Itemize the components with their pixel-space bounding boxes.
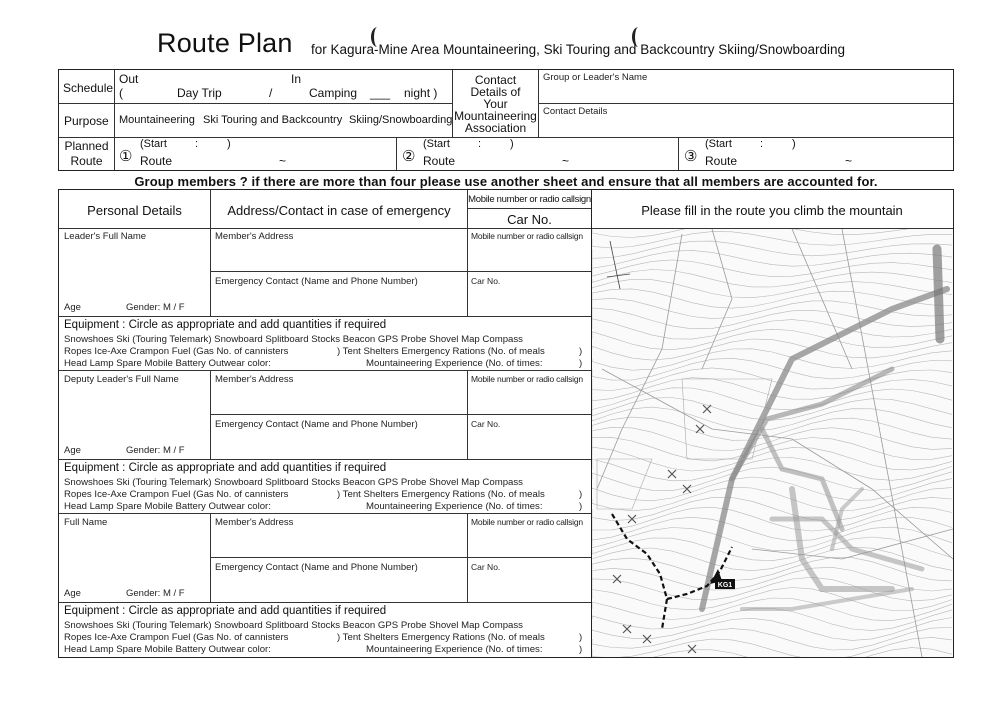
group-name-field[interactable]: Group or Leader's Name (543, 72, 648, 83)
route-map-panel (591, 189, 954, 658)
full-name-field[interactable]: Full Name (64, 517, 108, 528)
equipment-line1: Snowshoes Ski (Touring Telemark) Snowboard Splitboard Stocks Beacon GPS Probe Shovel Map Compass (64, 477, 523, 488)
option-day-trip[interactable]: Day Trip (177, 86, 222, 100)
col-personal-details: Personal Details (87, 203, 182, 218)
col-car-no: Car No. (507, 212, 552, 227)
page-subtitle: for Kagura-Mine Area Mountaineering, Ski Touring and Backcountry Skiing/Snowboarding (311, 42, 846, 57)
age-field[interactable]: Age (64, 302, 81, 313)
gender-field[interactable]: Gender: M / F (126, 302, 185, 313)
equipment-line2c: ) (579, 346, 583, 357)
equipment-line2c: ) (579, 632, 583, 643)
equipment-heading: Equipment : Circle as appropriate and add quantities if required (64, 462, 387, 474)
equipment-line3a: Head Lamp Spare Mobile Battery Outwear color: (64, 501, 271, 512)
purpose-mountaineering[interactable]: Mountaineering (119, 114, 195, 126)
equipment-line2a: Ropes Ice-Axe Crampon Fuel (Gas No. of cannisters (64, 632, 289, 643)
equipment-line3a: Head Lamp Spare Mobile Battery Outwear color: (64, 644, 271, 655)
schedule-label: Schedule (63, 81, 114, 95)
equipment-line2b: ) Tent Shelters Emergency Rations (No. of meals (337, 346, 545, 357)
member-entry-2 (59, 371, 591, 514)
punch-hole-mark (371, 27, 384, 47)
topographic-map[interactable] (592, 229, 953, 657)
page-title: Route Plan (157, 28, 293, 58)
purpose-label: Purpose (64, 114, 109, 128)
equipment-heading: Equipment : Circle as appropriate and add quantities if required (64, 605, 387, 617)
association-label: Contact Details of Your Mountaineering Association (454, 73, 537, 135)
trip-info-table: Schedule Out In ( Day Trip / Camping ___ night ) Purpose Mountaineering Ski Touring and Backcountry Skiing/Snowboarding Contact Details of Your Mountaineering Association Group or Leader's Name Contact Details Planned Route ① (Start : ) Route ~ ② (Start : ) Route ~ ③ (Start : ) Route ~ (58, 69, 954, 171)
member-entry-1 (59, 228, 591, 371)
col-mobile: Mobile number or radio callsign (468, 194, 591, 205)
equipment-line2b: ) Tent Shelters Emergency Rations (No. of meals (337, 489, 545, 500)
emergency-contact-field[interactable]: Emergency Contact (Name and Phone Number) (215, 419, 418, 430)
car-no-field[interactable]: Car No. (471, 276, 501, 286)
map-instruction: Please fill in the route you climb the mountain (641, 203, 903, 218)
equipment-heading: Equipment : Circle as appropriate and add quantities if required (64, 319, 387, 331)
car-no-field[interactable]: Car No. (471, 419, 501, 429)
gender-field[interactable]: Gender: M / F (126, 588, 185, 599)
group-members-notice: Group members ? if there are more than four please use another sheet and ensure that all members are accounted for. (134, 174, 878, 189)
contact-details-field[interactable]: Contact Details (543, 106, 608, 117)
equipment-line2a: Ropes Ice-Axe Crampon Fuel (Gas No. of cannisters (64, 346, 289, 357)
full-name-field[interactable]: Deputy Leader's Full Name (64, 374, 179, 385)
equipment-line2c: ) (579, 489, 583, 500)
equipment-line2b: ) Tent Shelters Emergency Rations (No. of meals (337, 632, 545, 643)
option-camping[interactable]: Camping (309, 86, 358, 100)
col-address-contact: Address/Contact in case of emergency (227, 203, 451, 218)
emergency-contact-field[interactable]: Emergency Contact (Name and Phone Number) (215, 562, 418, 573)
punch-hole-mark (632, 27, 645, 47)
full-name-field[interactable]: Leader's Full Name (64, 231, 147, 242)
equipment-line2a: Ropes Ice-Axe Crampon Fuel (Gas No. of cannisters (64, 489, 289, 500)
mobile-field[interactable]: Mobile number or radio callsign (471, 374, 583, 384)
equipment-line1: Snowshoes Ski (Touring Telemark) Snowboard Splitboard Stocks Beacon GPS Probe Shovel Map Compass (64, 334, 523, 345)
age-field[interactable]: Age (64, 445, 81, 456)
equipment-line1: Snowshoes Ski (Touring Telemark) Snowboard Splitboard Stocks Beacon GPS Probe Shovel Map Compass (64, 620, 523, 631)
car-no-field[interactable]: Car No. (471, 562, 501, 572)
gender-field[interactable]: Gender: M / F (126, 445, 185, 456)
equipment-line3c: ) (579, 501, 583, 512)
equipment-line3b: Mountaineering Experience (No. of times: (366, 644, 543, 655)
schedule-in: In (291, 72, 302, 86)
purpose-ski-touring[interactable]: Ski Touring and Backcountry (203, 114, 343, 126)
schedule-out: Out (119, 72, 139, 86)
equipment-line3c: ) (579, 358, 583, 369)
mobile-field[interactable]: Mobile number or radio callsign (471, 231, 583, 241)
age-field[interactable]: Age (64, 588, 81, 599)
planned-route-label: Planned Route (64, 139, 109, 168)
equipment-line3b: Mountaineering Experience (No. of times: (366, 501, 543, 512)
member-entry-3 (59, 514, 591, 657)
member-address-field[interactable]: Member's Address (215, 231, 294, 242)
mobile-field[interactable]: Mobile number or radio callsign (471, 517, 583, 527)
purpose-skiing[interactable]: Skiing/Snowboarding (349, 114, 453, 126)
emergency-contact-field[interactable]: Emergency Contact (Name and Phone Number) (215, 276, 418, 287)
member-address-field[interactable]: Member's Address (215, 517, 294, 528)
members-table (58, 189, 592, 658)
equipment-line3c: ) (579, 644, 583, 655)
equipment-line3b: Mountaineering Experience (No. of times: (366, 358, 543, 369)
member-address-field[interactable]: Member's Address (215, 374, 294, 385)
equipment-line3a: Head Lamp Spare Mobile Battery Outwear color: (64, 358, 271, 369)
svg-text:KG1: KG1 (717, 582, 733, 589)
nights-blank[interactable]: ___ (370, 86, 391, 100)
